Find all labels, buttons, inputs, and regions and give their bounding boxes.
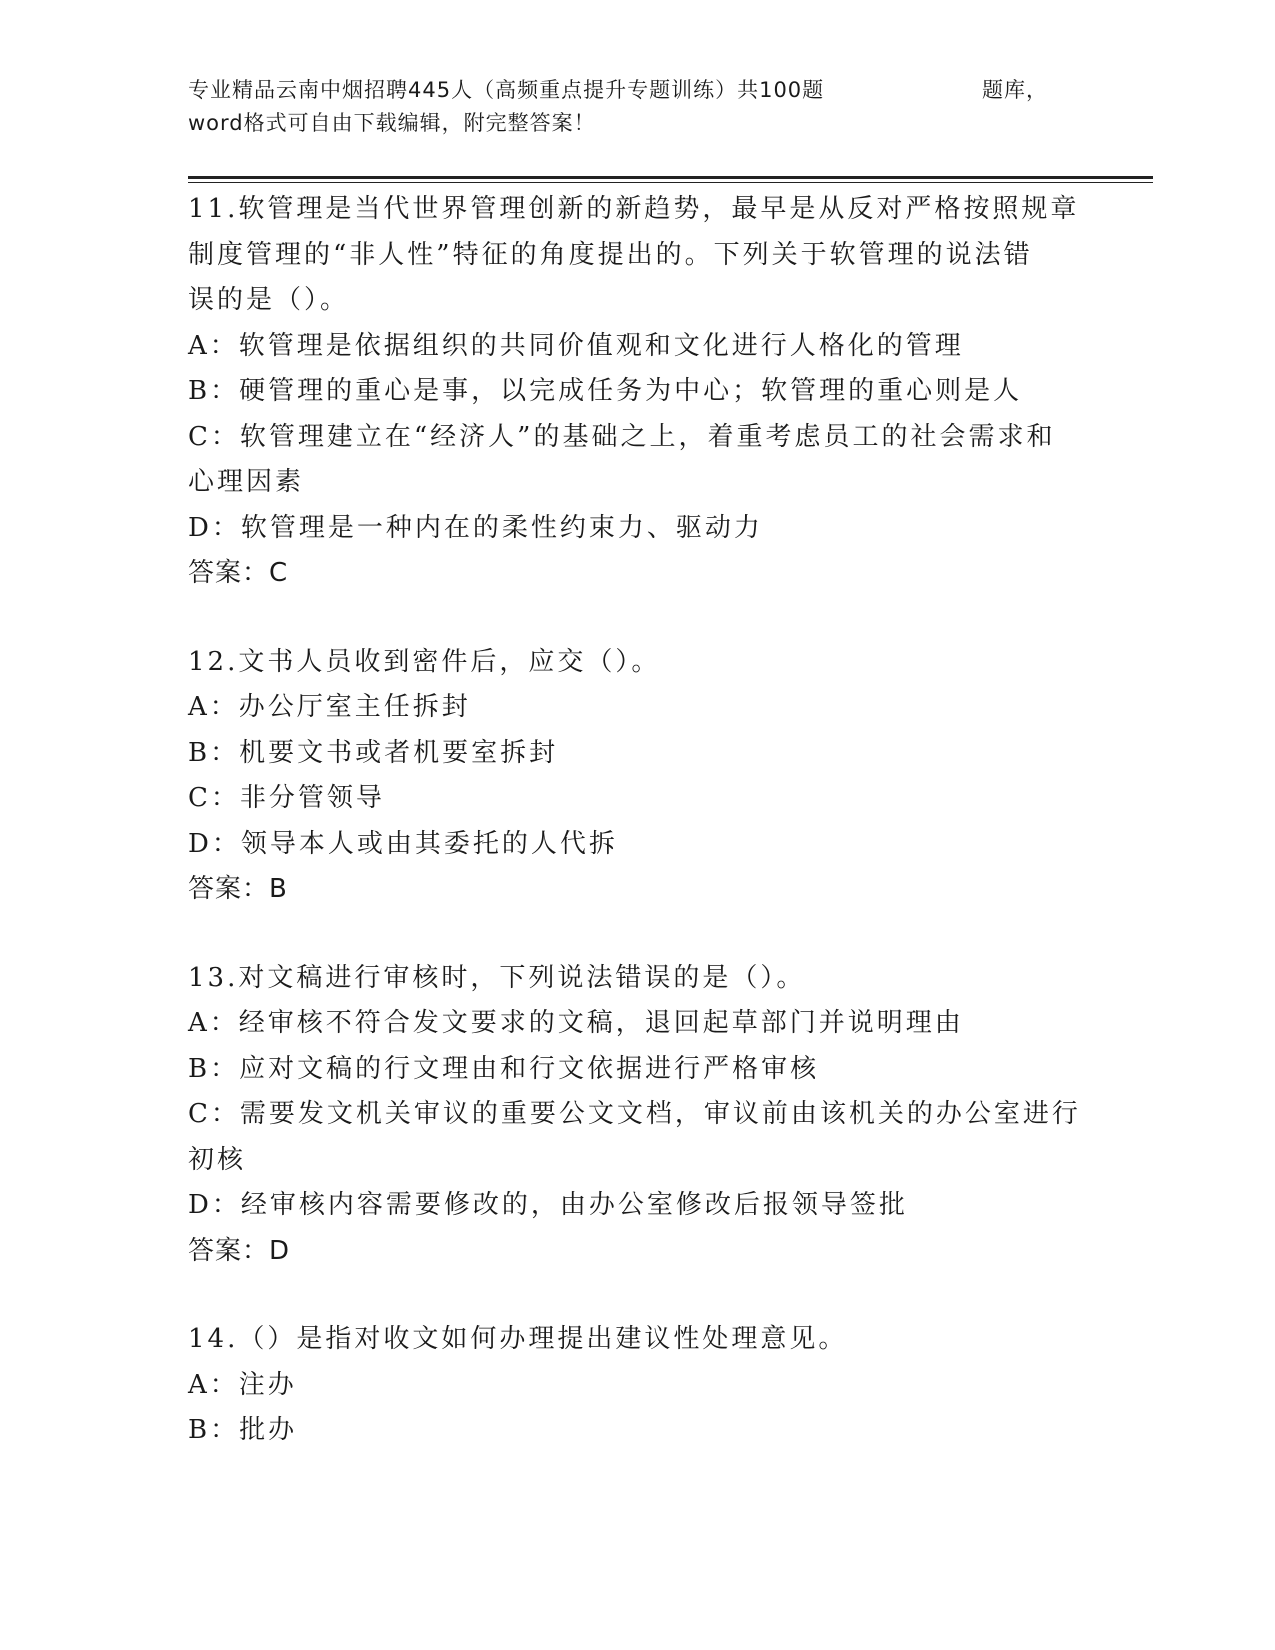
answer-option xyxy=(188,685,1083,731)
answer-option-line: D：领导本人或由其委托的人代拆 xyxy=(188,828,618,859)
answer-option-line: C：软管理建立在“经济人”的基础之上，着重考虑员工的社会需求和 xyxy=(188,421,1056,452)
question-block xyxy=(188,1317,1083,1454)
answer-option-line: C：需要发文机关审议的重要公文文档，审议前由该机关的办公室进行 xyxy=(188,1099,1081,1129)
answer-option-line: B：应对文稿的行文理由和行文依据进行严格审核 xyxy=(188,1053,820,1084)
answer-option xyxy=(188,1183,1083,1229)
header-line-1 xyxy=(188,74,1048,107)
question-stem-line: 12.文书人员收到密件后，应交（）。 xyxy=(188,646,661,677)
question-stem-line: 11.软管理是当代世界管理创新的新趋势，最早是从反对严格按照规章 xyxy=(188,194,1080,224)
answer-key: 答案：C xyxy=(188,558,289,588)
header-subtitle: word格式可自由下载编辑，附完整答案！ xyxy=(188,111,596,135)
answer-option-line: B：批办 xyxy=(188,1415,298,1445)
answer-option xyxy=(188,324,1083,370)
answer-option-line: D：经审核内容需要修改的，由办公室修改后报领导签批 xyxy=(188,1190,908,1220)
answer-option xyxy=(188,731,1083,777)
question-stem-line: 14.（）是指对收文如何办理提出建议性处理意见。 xyxy=(188,1324,848,1354)
answer-option-line: D：软管理是一种内在的柔性约束力、驱动力 xyxy=(188,512,763,543)
answer-option-line: C：非分管领导 xyxy=(188,783,385,813)
header-divider-thick xyxy=(188,176,1153,179)
question-list xyxy=(188,187,1083,1497)
question-stem-line: 13.对文稿进行审核时，下列说法错误的是（）。 xyxy=(188,962,806,993)
answer-option-line: 初核 xyxy=(188,1144,247,1175)
answer-option xyxy=(188,506,1083,552)
answer-option xyxy=(188,1092,1083,1183)
answer-option-line: B：机要文书或者机要室拆封 xyxy=(188,737,559,768)
answer-option xyxy=(188,369,1083,415)
header-divider-thin xyxy=(188,182,1153,183)
answer-option-line: A：注办 xyxy=(188,1369,297,1400)
answer-option xyxy=(188,1408,1083,1454)
question-block xyxy=(188,187,1083,597)
answer-option xyxy=(188,822,1083,868)
answer-option xyxy=(188,776,1083,822)
question-stem-line: 误的是（）。 xyxy=(188,285,350,315)
answer-key: 答案：D xyxy=(188,1235,291,1266)
question-block xyxy=(188,956,1083,1275)
answer-option xyxy=(188,1047,1083,1093)
question-block xyxy=(188,640,1083,913)
answer-option xyxy=(188,1001,1083,1047)
answer-option-line: A：软管理是依据组织的共同价值观和文化进行人格化的管理 xyxy=(188,330,964,361)
answer-option-line: B：硬管理的重心是事，以完成任务为中心；软管理的重心则是人 xyxy=(188,376,1023,406)
document-header xyxy=(188,74,1088,140)
header-title-suffix: 题库， xyxy=(982,78,1048,102)
header-title: 专业精品云南中烟招聘445人（高频重点提升专题训练）共100题 xyxy=(188,78,825,102)
answer-option-line: A：办公厅室主任拆封 xyxy=(188,692,471,722)
answer-option-line: A：经审核不符合发文要求的文稿，退回起草部门并说明理由 xyxy=(188,1008,964,1038)
answer-key: 答案：B xyxy=(188,874,288,904)
question-stem-line: 制度管理的“非人性”特征的角度提出的。下列关于软管理的说法错 xyxy=(188,239,1033,270)
answer-option xyxy=(188,415,1083,506)
answer-option-line: 心理因素 xyxy=(188,467,305,497)
answer-option xyxy=(188,1363,1083,1409)
